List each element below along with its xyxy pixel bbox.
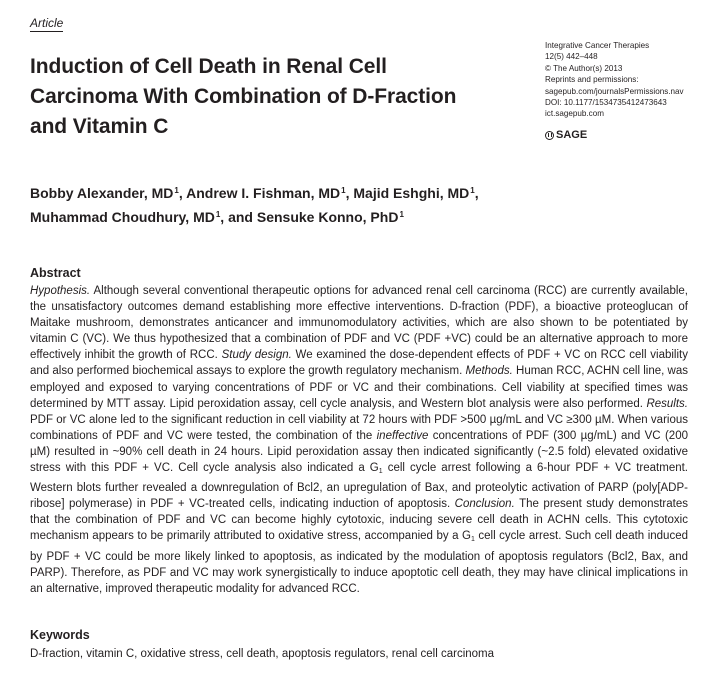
methods-text: Human RCC, ACHN cell line, was employed and exposed to varying concentrations of PDF or VC and their combinations. Cell viability at specified times was determined by MTT assay. Lipid peroxidation assay, cell cycle analysis, and Western blot analysis were also performed.: [30, 365, 688, 410]
abstract-body: [30, 283, 688, 597]
journal-info: [545, 40, 684, 120]
methods-label: Methods.: [465, 365, 513, 378]
paper-title: [30, 52, 535, 142]
author-line: [30, 204, 590, 228]
author-separator: ,: [474, 185, 479, 201]
author-list: [30, 180, 590, 228]
ineffective-emphasis: ineffective: [376, 429, 429, 442]
conclusion-text: The present study demonstrates that the combination of PDF and VC can become highly cytotoxic, inducing severe cell death in ACHN cells. This cytotoxic mechanism appears to be primarily attributed to oxidative stress, accompanied by a G: [30, 498, 688, 543]
sage-logo-text: SAGE: [556, 129, 588, 141]
conclusion-label: Conclusion.: [454, 498, 515, 511]
journal-name: Integrative Cancer Therapies: [545, 41, 650, 50]
author-name: Bobby Alexander, MD: [30, 185, 174, 201]
hypothesis-label: Hypothesis.: [30, 285, 91, 297]
hypothesis-text: Although several conventional therapeutic options for advanced renal cell carcinoma (RCC) are currently available, the unsatisfactory outcomes demand establishing more effective interventions. D-fraction (PDF), a bioactive proteoglucan of Maitake mushroom, demonstrates anticancer and immunomodulatory activities, which are also shown to be potentiated by vitamin C (VC). We thus hypothesized that a combination of PDF and VC (PDF +VC) could be an alternative approach to more effectively inhibit the growth of RCC.: [30, 285, 688, 362]
author-line: [30, 180, 590, 204]
reprints-link[interactable]: sagepub.com/journalsPermissions.nav: [545, 86, 684, 96]
author-separator: ,: [178, 185, 187, 201]
title-line: Induction of Cell Death in Renal Cell: [30, 55, 387, 78]
journal-website[interactable]: ict.sagepub.com: [545, 109, 604, 119]
conclusion-text: cell cycle arrest. Such cell death induced by PDF + VC could be more likely linked to apoptosis, as indicated by the modulation of apoptosis regulators (Bcl2, Bax, and PARP). Therefore, as PDF and VC may work synergistically to induce apoptotic cell death, they may have clinical implications in an alternative, improved therapeutic modality for advanced RCC.: [30, 530, 688, 595]
author-separator: ,: [345, 185, 354, 201]
copyright: © The Author(s) 2013: [545, 63, 623, 73]
results-text: cell cycle arrest following a 6-hour PDF + VC treatment. Western blots further revealed a downregulation of Bcl2, an upregulation of Bax, and proteolytic activation of PARP (poly[ADP-ribose] polymerase) in PDF + VC-treated cells, indicating induction of apoptosis.: [30, 462, 689, 511]
title-line: Carcinoma With Combination of D-Fraction: [30, 85, 457, 108]
design-label: Study design.: [221, 349, 292, 362]
affiliation-mark: 1: [399, 210, 404, 219]
article-type-label: Article: [30, 16, 64, 30]
keywords-list: D-fraction, vitamin C, oxidative stress, cell death, apoptosis regulators, renal cell carcinoma: [30, 648, 495, 660]
affiliation-mark: 1: [215, 210, 221, 219]
design-text: We examined the dose-dependent effects of PDF + VC on RCC cell viability and also performed biochemical assays to explore the growth regulatory mechanism.: [30, 349, 688, 378]
affiliation-mark: 1: [174, 186, 179, 195]
g1-subscript: 1: [470, 536, 475, 544]
author-name: Andrew I. Fishman, MD: [186, 185, 341, 201]
author-name: Sensuke Konno, PhD: [256, 209, 399, 225]
results-text: PDF or VC alone led to the significant reduction in cell viability at 72 hours with PDF >500 µg/mL and VC ≥300 µM. When various combinations of PDF and VC were tested, the combination of the: [30, 413, 688, 442]
author-separator: , and: [220, 209, 257, 225]
sage-mark-icon: [545, 131, 554, 140]
affiliation-mark: 1: [470, 186, 475, 195]
affiliation-mark: 1: [341, 186, 346, 195]
g1-subscript: 1: [378, 468, 383, 476]
title-line: and Vitamin C: [30, 115, 169, 138]
results-text: concentrations of PDF (300 µg/mL) and VC (200 µM) resulted in ~90% cell death in 24 hours. Lipid peroxidation assay then indicated significantly (~2.5 fold) elevated oxidative stress with this PDF + VC. Cell cycle analysis also indicated a G: [30, 429, 688, 475]
abstract-heading: Abstract: [30, 266, 81, 280]
sage-logo: [545, 129, 587, 141]
journal-volume: 12(5) 442–448: [545, 52, 598, 62]
author-name: Muhammad Choudhury, MD: [30, 209, 215, 225]
author-name: Majid Eshghi, MD: [353, 185, 470, 201]
doi[interactable]: DOI: 10.1177/1534735412473643: [545, 98, 667, 108]
keywords-heading: Keywords: [30, 628, 90, 642]
results-label: Results.: [646, 397, 688, 410]
reprints-label: Reprints and permissions:: [545, 75, 639, 85]
